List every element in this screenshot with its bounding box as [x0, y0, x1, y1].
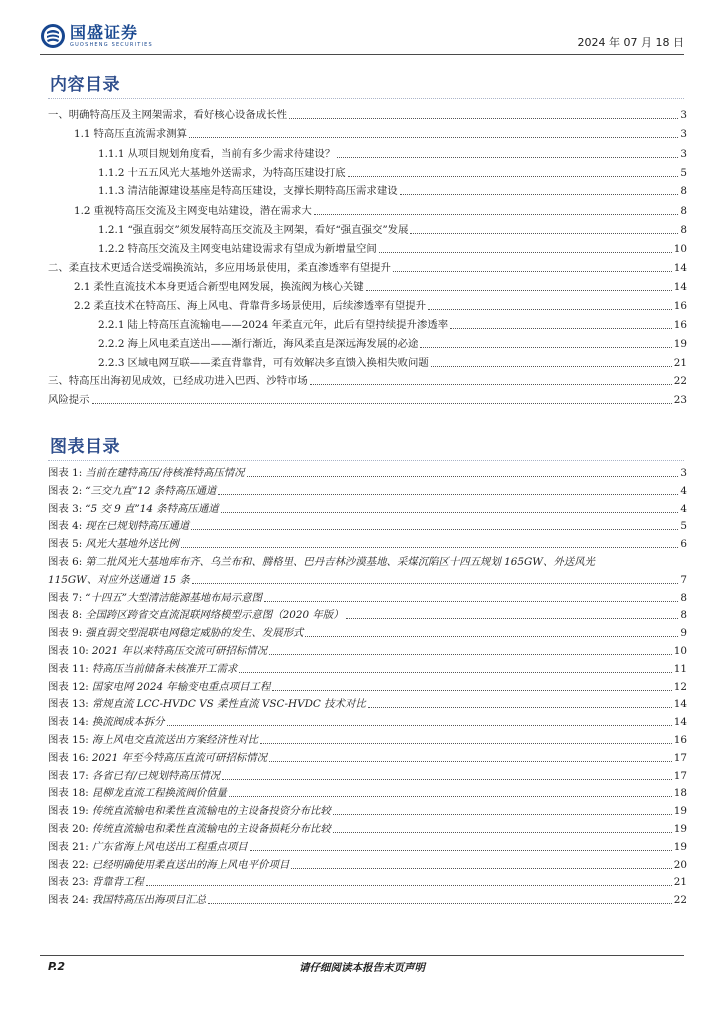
- figure-entry[interactable]: [48, 622, 687, 640]
- figure-entry-text: “三交九直”12 条特高压通道: [85, 484, 217, 497]
- figure-entry-label: [48, 786, 227, 800]
- figure-entry-label: [48, 519, 189, 533]
- toc-entry-leader-dots: [420, 347, 671, 348]
- toc-entry-text: 风险提示: [48, 394, 90, 406]
- figure-entry-page-number: 17: [673, 751, 687, 764]
- figure-entry-text: 昆柳龙直流工程换流阀价值量: [91, 787, 227, 800]
- figure-entry-number: 图表 14:: [48, 716, 89, 729]
- figure-entry-number: 图表 2:: [48, 484, 83, 497]
- toc-entry-text: 清洁能源建设基座是特高压建设，支撑长期特高压需求建设: [127, 185, 398, 197]
- figure-entry-leader-dots: [272, 690, 671, 691]
- figure-entry-text: “5 交 9 直”14 条特高压通道: [85, 502, 219, 515]
- toc-entry-leader-dots: [337, 157, 678, 158]
- company-logo-icon: [40, 23, 66, 49]
- toc-entry[interactable]: [48, 370, 687, 388]
- figure-entry-page-number: 5: [680, 520, 687, 533]
- figure-entry-number: 图表 1:: [48, 467, 83, 479]
- figure-entry-page-number: 10: [673, 645, 687, 657]
- figure-entry-number: 图表 22:: [48, 858, 89, 871]
- figure-entry-text: 2021 年至今特高压直流可研招标情况: [91, 751, 268, 764]
- figures-title-divider: [48, 460, 684, 461]
- figure-entry-leader-dots: [269, 654, 672, 655]
- figure-entry[interactable]: [48, 551, 687, 569]
- report-date: 2024 年 07 月 18 日: [577, 36, 684, 49]
- toc-entry-label: [98, 147, 335, 161]
- figure-entry[interactable]: [48, 676, 687, 694]
- figure-entry-label: [48, 608, 344, 622]
- company-name-en: GUOSHENG SECURITIES: [70, 42, 153, 48]
- figure-entry[interactable]: [48, 533, 687, 551]
- figure-entry-text: 我国特高压出海项目汇总: [91, 894, 207, 907]
- figure-entry-number: 图表 8:: [48, 609, 83, 622]
- figure-entry-label: [48, 680, 270, 694]
- figure-entry-page-number: 19: [673, 823, 687, 835]
- page-number: P.2: [48, 960, 66, 973]
- figure-entry-page-number: 18: [673, 787, 687, 800]
- figure-entry-text: 特高压当前储备未核准开工需求: [91, 662, 238, 675]
- toc-entry-text: 柔直技术在特高压、海上风电、背靠背多场景使用，后续渗透率有望提升: [93, 300, 427, 312]
- figure-entry-label: [48, 662, 237, 676]
- toc-title-divider: [48, 98, 684, 99]
- toc-entry[interactable]: [48, 389, 687, 407]
- figure-entry-page-number: 8: [680, 609, 687, 622]
- toc-entry-label: [48, 261, 391, 275]
- figure-entry-number: 图表 6:: [48, 556, 83, 568]
- toc-entry-number: 1.2.2: [98, 243, 125, 255]
- toc-entry-page-number: 3: [680, 148, 687, 160]
- toc-entry-leader-dots: [379, 252, 672, 253]
- figure-entry-leader-dots: [333, 814, 672, 815]
- figure-entry-label: [48, 893, 206, 907]
- figure-entry-number: 图表 12:: [48, 680, 89, 693]
- figure-entry-page-number: 6: [680, 538, 687, 551]
- toc-entry-text: 区域电网互联——柔直背靠背，可有效解决多直馈入换相失败问题: [127, 357, 429, 369]
- figure-entry-leader-dots: [239, 672, 671, 673]
- toc-entry-number: 1.1.1: [98, 148, 125, 160]
- figure-entry[interactable]: [48, 604, 687, 622]
- figure-entry[interactable]: [48, 462, 687, 480]
- figure-entry-leader-dots: [218, 494, 678, 495]
- figure-entry[interactable]: [48, 782, 687, 800]
- figure-entry-label: [48, 822, 331, 836]
- toc-entry-page-number: 16: [673, 300, 687, 312]
- figure-entry[interactable]: [48, 658, 687, 676]
- figure-entry-page-number: 11: [673, 662, 687, 675]
- figure-entry-text: 传统直流输电和柔性直流输电的主设备投资分布比较: [91, 805, 331, 818]
- figure-entry[interactable]: [48, 836, 687, 854]
- figure-entry-page-number: 14: [673, 698, 687, 711]
- figure-entry-number: 图表 20:: [48, 823, 89, 835]
- figure-entry-text: 背靠背工程: [91, 876, 144, 889]
- figure-entry-page-number: 12: [673, 680, 687, 693]
- figure-entry-number: 图表 7:: [48, 591, 83, 604]
- toc-entry-page-number: 3: [680, 128, 687, 140]
- figure-entry-leader-dots: [146, 885, 672, 886]
- toc-entry-text: 二、柔直技术更适合送受端换流站，多应用场景使用，柔直渗透率有望提升: [48, 262, 391, 274]
- figure-entry[interactable]: [48, 871, 687, 889]
- figure-entry[interactable]: [48, 889, 687, 907]
- figure-entry-label: [48, 875, 144, 889]
- figure-entry-continued-leader-dots: [192, 583, 679, 584]
- figure-entry-text: 强直弱交型混联电网稳定威胁的发生、发展形式: [85, 627, 304, 640]
- toc-entry-page-number: 19: [673, 338, 687, 350]
- figure-entry[interactable]: [48, 729, 687, 747]
- figure-entry-page-number: 14: [673, 716, 687, 729]
- figure-entry-number: 图表 5:: [48, 538, 83, 551]
- toc-entry-leader-dots: [410, 233, 678, 234]
- figure-entry-label: [48, 555, 595, 569]
- figure-entry-label: [48, 840, 248, 854]
- toc-entry-text: 海上风电柔直送出——渐行渐近，海风柔直是深远海发展的必途: [127, 338, 419, 350]
- toc-entry-number: 1.1: [74, 128, 91, 140]
- figure-entry-leader-dots: [368, 707, 672, 708]
- figure-entry-number: 图表 21:: [48, 840, 89, 853]
- figure-entry-leader-dots: [305, 636, 678, 637]
- toc-entry-label: [98, 166, 346, 180]
- figure-entry-text: 当前在建特高压/待核准特高压情况: [85, 467, 245, 479]
- figure-entry-continued[interactable]: [48, 569, 687, 587]
- toc-entry[interactable]: [74, 276, 687, 294]
- figure-entry-page-number: 21: [673, 876, 687, 889]
- figure-entry-number: 图表 16:: [48, 751, 89, 764]
- toc-entry-leader-dots: [428, 309, 672, 310]
- toc-entry-label: [98, 356, 429, 370]
- figure-entry-leader-dots: [291, 868, 672, 869]
- figure-entry-text: 各省已有/已规划特高压情况: [91, 769, 220, 782]
- toc-entry-leader-dots: [92, 403, 672, 404]
- figure-entry-continued-label: [48, 573, 190, 587]
- figure-entry-number: 图表 10:: [48, 645, 89, 657]
- toc-entry-number: 2.1: [74, 281, 91, 293]
- figure-entry-number: 图表 11:: [48, 662, 89, 675]
- figure-entry[interactable]: [48, 765, 687, 783]
- toc-entry[interactable]: [98, 238, 687, 256]
- toc-entry[interactable]: [98, 162, 687, 180]
- toc-entry-label: [98, 318, 448, 332]
- figure-entry-label: [48, 697, 366, 711]
- toc-entry[interactable]: [98, 180, 687, 198]
- figure-entry-text: 换流阀成本拆分: [91, 716, 165, 729]
- figure-entry-leader-dots: [247, 476, 679, 477]
- figure-entry-page-number: 19: [673, 805, 687, 818]
- toc-entry-page-number: 10: [673, 243, 687, 255]
- company-name: 国盛证券: [70, 23, 139, 42]
- toc-entry-page-number: 16: [673, 319, 687, 331]
- figure-entry[interactable]: [48, 693, 687, 711]
- figure-entry-text: “十四五”大型清洁能源基地布局示意图: [85, 591, 263, 604]
- figure-entry-label: [48, 733, 258, 747]
- toc-entry-page-number: 22: [673, 375, 687, 387]
- figure-entry-label: [48, 769, 220, 783]
- figure-entry-text: 2021 年以来特高压交流可研招标情况: [91, 645, 268, 657]
- toc-entry-label: [74, 280, 364, 294]
- toc-entry-label: [48, 108, 287, 122]
- figure-entry-text: 海上风电交直流送出方案经济性对比: [91, 734, 259, 746]
- toc-entry-page-number: 8: [680, 224, 687, 236]
- figure-entry-label: [48, 804, 331, 818]
- figure-entry-page-number: 17: [673, 769, 687, 782]
- toc-entry[interactable]: [74, 200, 687, 218]
- toc-entry-label: [74, 299, 426, 313]
- toc-entry-number: 2.2.2: [98, 338, 125, 350]
- figure-entry-page-number: 22: [673, 894, 687, 907]
- toc-entry-label: [98, 184, 398, 198]
- toc-entry-page-number: 14: [673, 281, 687, 293]
- toc-entry-text: 陆上特高压直流输电——2024 年柔直元年，此后有望持续提升渗透率: [127, 319, 449, 331]
- figure-entry[interactable]: [48, 498, 687, 516]
- toc-entry-leader-dots: [289, 118, 678, 119]
- toc-entry-label: [48, 393, 90, 407]
- toc-entry-label: [98, 223, 408, 237]
- figure-entry-leader-dots: [222, 779, 672, 780]
- toc-entry[interactable]: [98, 314, 687, 332]
- figure-entry-number: 图表 18:: [48, 787, 89, 800]
- toc-entry[interactable]: [98, 352, 687, 370]
- figure-entry-leader-dots: [208, 903, 672, 904]
- toc-title: 内容目录: [50, 75, 120, 95]
- toc-entry-label: [98, 242, 377, 256]
- toc-entry-page-number: 23: [673, 394, 687, 406]
- toc-entry-text: 特高压交流及主网变电站建设需求有望成为新增量空间: [127, 243, 377, 255]
- footer-disclaimer: 请仔细阅读本报告末页声明: [299, 962, 425, 974]
- figure-entry[interactable]: [48, 587, 687, 605]
- figure-entry-leader-dots: [269, 761, 672, 762]
- figure-entry-number: 图表 17:: [48, 769, 89, 782]
- figure-entry-label: [48, 591, 262, 605]
- toc-entry[interactable]: [98, 143, 687, 161]
- figure-entry-text: 已经明确使用柔直送出的海上风电平价项目: [91, 858, 290, 871]
- toc-entry-text: 特高压直流需求测算: [93, 128, 188, 140]
- figure-entry-label: [48, 751, 267, 765]
- toc-entry-number: 2.2.3: [98, 357, 125, 369]
- figure-entry[interactable]: [48, 854, 687, 872]
- figure-entry-text: 常规直流 LCC-HVDC VS 柔性直流 VSC-HVDC 技术对比: [91, 698, 366, 711]
- toc-entry-leader-dots: [189, 137, 678, 138]
- figure-entry-page-number: 9: [680, 627, 687, 640]
- figure-entry-text: 第二批风光大基地库布齐、乌兰布和、腾格里、巴丹吉林沙漠基地、采煤沉陷区十四五规划 165GW、外送风光: [85, 556, 595, 568]
- toc-entry-leader-dots: [400, 194, 679, 195]
- figure-entry-text: 全国跨区跨省交直流混联网络模型示意图（2020 年版）: [85, 609, 344, 622]
- figure-entry-leader-dots: [333, 832, 672, 833]
- figure-entry-text: 风光大基地外送比例: [85, 538, 179, 551]
- toc-entry-number: 1.1.2: [98, 167, 125, 179]
- figure-entry-number: 图表 13:: [48, 698, 89, 711]
- toc-entry-page-number: 8: [680, 205, 687, 217]
- toc-entry-leader-dots: [431, 366, 672, 367]
- toc-entry-label: [48, 374, 308, 388]
- toc-entry-leader-dots: [310, 384, 672, 385]
- figure-entry-number: 图表 3:: [48, 502, 83, 515]
- toc-entry-text: 重视特高压交流及主网变电站建设，潜在需求大: [93, 205, 312, 217]
- figure-entry-label: [48, 858, 289, 872]
- figure-entry-leader-dots: [264, 601, 678, 602]
- figure-entry-label: [48, 484, 216, 498]
- figure-entry-text: 现在已规划特高压通道: [85, 520, 190, 533]
- figure-entry-page-number: 3: [680, 467, 687, 479]
- toc-entry[interactable]: [48, 104, 687, 122]
- toc-entry[interactable]: [98, 219, 687, 237]
- toc-entry-page-number: 3: [680, 109, 687, 121]
- toc-entry-leader-dots: [393, 271, 672, 272]
- toc-entry-number: 1.2: [74, 205, 91, 217]
- figure-entry-label: [48, 502, 219, 516]
- toc-entry-label: [98, 337, 418, 351]
- figure-entry-leader-dots: [221, 512, 679, 513]
- figure-entry-leader-dots: [229, 796, 672, 797]
- toc-entry-text: 十五五风光大基地外送需求，为特高压建设打底: [127, 167, 346, 179]
- toc-entry-page-number: 5: [680, 167, 687, 179]
- toc-entry-page-number: 8: [680, 185, 687, 197]
- toc-entry-text: 一、明确特高压及主网架需求，看好核心设备成长性: [48, 109, 287, 121]
- toc-entry-page-number: 21: [673, 357, 687, 369]
- figure-entry-label: [48, 644, 267, 658]
- toc-entry-number: 2.2.1: [98, 319, 125, 331]
- footer-divider: [40, 955, 684, 956]
- toc-entry-number: 2.2: [74, 300, 91, 312]
- figure-entry[interactable]: [48, 711, 687, 729]
- figure-entry-number: 图表 24:: [48, 894, 89, 907]
- figure-entry[interactable]: [48, 818, 687, 836]
- figure-entry[interactable]: [48, 515, 687, 533]
- figures-title: 图表目录: [50, 437, 120, 457]
- header-divider: [40, 54, 684, 55]
- figure-entry-text: 国家电网 2024 年输变电重点项目工程: [91, 680, 271, 693]
- toc-entry-text: 柔性直流技术本身更适合新型电网发展，换流阀为核心关键: [93, 281, 364, 293]
- figure-entry[interactable]: [48, 747, 687, 765]
- figure-entry[interactable]: [48, 800, 687, 818]
- toc-entry[interactable]: [74, 123, 687, 141]
- figure-entry-text: 传统直流输电和柔性直流输电的主设备损耗分布比较: [91, 823, 331, 835]
- figure-entry-leader-dots: [250, 850, 672, 851]
- figure-entry-label: [48, 537, 179, 551]
- toc-entry-leader-dots: [314, 214, 679, 215]
- figure-entry-label: [48, 466, 245, 480]
- figure-entry-leader-dots: [260, 743, 672, 744]
- toc-entry[interactable]: [98, 333, 687, 351]
- figure-entry-continued-text: 115GW、对应外送通道 15 条: [48, 573, 190, 586]
- toc-entry-leader-dots: [348, 176, 679, 177]
- figure-entry-label: [48, 715, 165, 729]
- toc-entry-text: 三、特高压出海初见成效，已经成功进入巴西、沙特市场: [48, 375, 308, 387]
- toc-entry-number: 1.1.3: [98, 185, 125, 197]
- toc-entry-text: “强直弱交”须发展特高压交流及主网架，看好“强直强交”发展: [127, 224, 409, 236]
- toc-entry-leader-dots: [366, 290, 672, 291]
- figure-entry-number: 图表 23:: [48, 876, 89, 889]
- figure-entry[interactable]: [48, 480, 687, 498]
- figure-entry-leader-dots: [181, 547, 679, 548]
- toc-entry-page-number: 14: [673, 262, 687, 274]
- figure-entry-page-number: 16: [673, 734, 687, 746]
- toc-entry[interactable]: [74, 295, 687, 313]
- figure-entry-number: 图表 15:: [48, 734, 89, 746]
- figure-entry-number: 图表 4:: [48, 520, 83, 533]
- figure-entry-text: 广东省海上风电送出工程重点项目: [91, 840, 248, 853]
- toc-entry-leader-dots: [450, 328, 672, 329]
- toc-entry-label: [74, 204, 312, 218]
- toc-entry-number: 1.2.1: [98, 224, 125, 236]
- toc-entry-label: [74, 127, 187, 141]
- figure-entry-continued-page-number: 7: [680, 573, 687, 586]
- figure-entry[interactable]: [48, 640, 687, 658]
- figure-entry-page-number: 4: [680, 502, 687, 515]
- figure-entry-leader-dots: [191, 529, 678, 530]
- toc-entry-text: 从项目规划角度看，当前有多少需求待建设？: [127, 148, 336, 160]
- figure-entry-label: [48, 626, 303, 640]
- figure-entry-page-number: 20: [673, 858, 687, 871]
- figure-entry-page-number: 8: [680, 591, 687, 604]
- figure-entry-page-number: 19: [673, 840, 687, 853]
- figure-entry-leader-dots: [346, 618, 679, 619]
- company-logo: [40, 22, 153, 50]
- figure-entry-number: 图表 19:: [48, 805, 89, 818]
- figure-entry-page-number: 4: [680, 484, 687, 497]
- figure-entry-number: 图表 9:: [48, 627, 83, 640]
- figure-entry-leader-dots: [167, 725, 672, 726]
- toc-entry[interactable]: [48, 257, 687, 275]
